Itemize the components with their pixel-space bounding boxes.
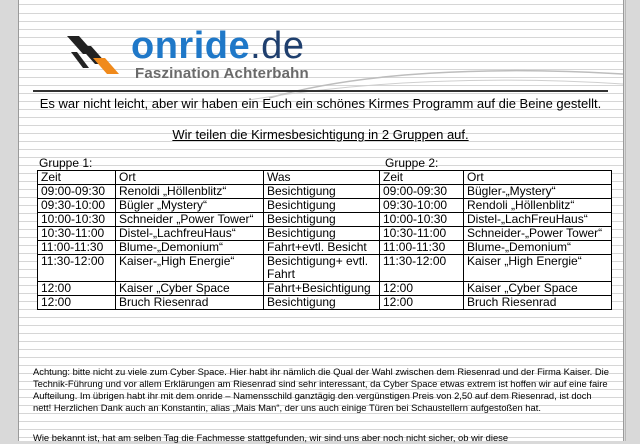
note-continued-line: Wie bekannt ist, hat am selben Tag die Fachmesse stattgefunden, wir sind uns aber noch nicht sicher, ob wir diese xyxy=(33,432,509,443)
table-cell: 11:30-12:00 xyxy=(380,255,464,282)
table-cell: Blume-„Demonium“ xyxy=(464,241,612,255)
table-row xyxy=(38,296,612,310)
table-cell: 10:30-11:00 xyxy=(38,227,116,241)
table-cell: 12:00 xyxy=(380,282,464,296)
subtitle-text: Wir teilen die Kirmesbesichtigung in 2 Gruppen auf. xyxy=(172,127,469,142)
table-cell: 09:00-09:30 xyxy=(38,185,116,199)
brand-name xyxy=(131,26,304,66)
table-cell: 09:30-10:00 xyxy=(380,199,464,213)
brand-tagline: Faszination Achterbahn xyxy=(135,65,309,82)
table-row xyxy=(38,185,612,199)
table-cell: Bügler „Mystery“ xyxy=(116,199,264,213)
table-row xyxy=(38,282,612,296)
table-cell: Kaiser „Cyber Space xyxy=(116,282,264,296)
header-cell: Zeit xyxy=(38,171,116,185)
table-row xyxy=(38,213,612,227)
table-cell: Besichtigung xyxy=(264,185,380,199)
table-cell: 10:00-10:30 xyxy=(38,213,116,227)
table-cell: Schneider-„Power Tower“ xyxy=(464,227,612,241)
table-cell: 12:00 xyxy=(38,282,116,296)
group-1-label: Gruppe 1: xyxy=(39,156,93,170)
table-cell: Besichtigung xyxy=(264,199,380,213)
table-row xyxy=(38,227,612,241)
table-cell: 12:00 xyxy=(380,296,464,310)
header-cell: Was xyxy=(264,171,380,185)
table-cell: 09:00-09:30 xyxy=(380,185,464,199)
header-cell: Zeit xyxy=(380,171,464,185)
table-cell: 11:00-11:30 xyxy=(38,241,116,255)
table-cell: 11:30-12:00 xyxy=(38,255,116,282)
table-cell: Blume-„Demonium“ xyxy=(116,241,264,255)
table-cell: Renoldi „Höllenblitz“ xyxy=(116,185,264,199)
table-cell: 10:30-11:00 xyxy=(380,227,464,241)
table-cell: Fahrt+evtl. Besicht xyxy=(264,241,380,255)
table-cell: Schneider „Power Tower“ xyxy=(116,213,264,227)
table-cell: 09:30-10:00 xyxy=(38,199,116,213)
header-cell: Ort xyxy=(116,171,264,185)
header-separator xyxy=(33,90,608,92)
table-cell: Kaiser „Cyber Space xyxy=(464,282,612,296)
brand-name-main: onride xyxy=(131,25,251,67)
table-cell: Bruch Riesenrad xyxy=(116,296,264,310)
table-cell: Besichtigung xyxy=(264,227,380,241)
table-cell: Distel-„LachfreuHaus“ xyxy=(116,227,264,241)
table-cell: Bruch Riesenrad xyxy=(464,296,612,310)
table-cell: Besichtigung xyxy=(264,213,380,227)
header-cell: Ort xyxy=(464,171,612,185)
table-cell: 10:00-10:30 xyxy=(380,213,464,227)
table-row xyxy=(38,241,612,255)
table-cell: Fahrt+Besichtigung xyxy=(264,282,380,296)
document-page xyxy=(18,0,624,441)
brand-name-tld: .de xyxy=(250,25,305,67)
table-cell: Rendoli „Höllenblitz“ xyxy=(464,199,612,213)
note-paragraph: Achtung: bitte nicht zu viele zum Cyber Space. Hier habt ihr nämlich die Qual der Wahl zwischen dem Riesenrad und der Firma Kaiser. Die Technik-Führung und vor allem Erklärungen am Riesenrad sind sehr interessant, da Cyber Space etwas extrem ist hoffen wir auf eine faire Aufteilung. Im übrigen habt ihr mit dem onride – Namensschild ganztägig den vergünstigen Preis von 2,50 auf dem Riesenrad, ist doch nett! Herzlichen Dank auch an Konstantin, alias „Mais Man“, der uns auch einige Türen bei Schaustellern aufgestoßen hat. xyxy=(33,366,609,413)
table-row xyxy=(38,199,612,213)
table-cell: Besichtigung xyxy=(264,296,380,310)
table-cell: 11:00-11:30 xyxy=(380,241,464,255)
schedule-table xyxy=(37,170,612,310)
table-cell: Besichtigung+ evtl. Fahrt xyxy=(264,255,380,282)
table-cell: Distel-„LachFreuHaus“ xyxy=(464,213,612,227)
table-cell: Bügler-„Mystery“ xyxy=(464,185,612,199)
intro-text: Es war nicht leicht, aber wir haben ein Euch ein schönes Kirmes Programm auf die Beine gestellt. xyxy=(39,96,602,111)
table-cell: Kaiser „High Energie“ xyxy=(464,255,612,282)
table-cell: 12:00 xyxy=(38,296,116,310)
table-cell: Kaiser-„High Energie“ xyxy=(116,255,264,282)
page-header xyxy=(19,10,623,86)
group-2-label: Gruppe 2: xyxy=(385,156,439,170)
chevron-logo-icon xyxy=(65,30,125,86)
window-right-edge xyxy=(625,0,640,441)
table-row xyxy=(38,255,612,282)
table-header-row xyxy=(38,171,612,185)
